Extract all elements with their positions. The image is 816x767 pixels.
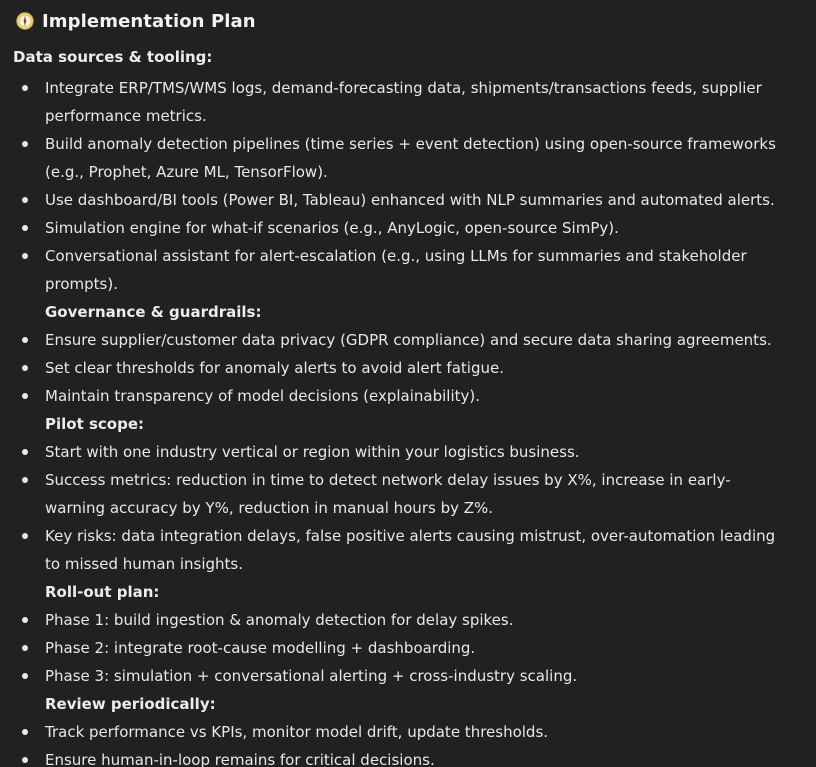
list-item: Success metrics: reduction in time to detect network delay issues by X%, increase in early-warning accuracy by Y%, reduction in manual hours by Z%. [0, 466, 816, 522]
list-item: Phase 2: integrate root-cause modelling + dashboarding. [0, 634, 816, 662]
list-item: Ensure human-in-loop remains for critical decisions. [0, 746, 816, 767]
list-item: Set clear thresholds for anomaly alerts to avoid alert fatigue. [0, 354, 816, 382]
list-item: Integrate ERP/TMS/WMS logs, demand-forecasting data, shipments/transactions feeds, supplier performance metrics. [0, 74, 816, 130]
list-item: Start with one industry vertical or region within your logistics business. [0, 438, 816, 466]
list-item: Phase 3: simulation + conversational alerting + cross-industry scaling. [0, 662, 816, 690]
list-item: Simulation engine for what-if scenarios (e.g., AnyLogic, open-source SimPy). [0, 214, 816, 242]
list-item: Ensure supplier/customer data privacy (GDPR compliance) and secure data sharing agreements. [0, 326, 816, 354]
section-heading-governance: Governance & guardrails: [45, 303, 262, 321]
plan-list [0, 74, 816, 767]
section-heading-data-sources: Data sources & tooling: [13, 48, 213, 66]
list-item: Use dashboard/BI tools (Power BI, Tableau) enhanced with NLP summaries and automated alerts. [0, 186, 816, 214]
section-heading-roll-out-plan: Roll-out plan: [45, 583, 160, 601]
section-header [16, 8, 256, 34]
compass-icon [16, 12, 34, 30]
list-item: Conversational assistant for alert-escalation (e.g., using LLMs for summaries and stakeholder prompts). [0, 242, 816, 298]
list-item: Key risks: data integration delays, false positive alerts causing mistrust, over-automation leading to missed human insights. [0, 522, 816, 578]
list-item: Build anomaly detection pipelines (time series + event detection) using open-source frameworks (e.g., Prophet, Azure ML, TensorFlow). [0, 130, 816, 186]
list-item: Track performance vs KPIs, monitor model drift, update thresholds. [0, 718, 816, 746]
section-heading-pilot-scope: Pilot scope: [45, 415, 145, 433]
page-title: Implementation Plan [42, 10, 256, 32]
section-heading-review-periodically: Review periodically: [45, 695, 216, 713]
list-item: Phase 1: build ingestion & anomaly detection for delay spikes. [0, 606, 816, 634]
list-item: Maintain transparency of model decisions (explainability). [0, 382, 816, 410]
